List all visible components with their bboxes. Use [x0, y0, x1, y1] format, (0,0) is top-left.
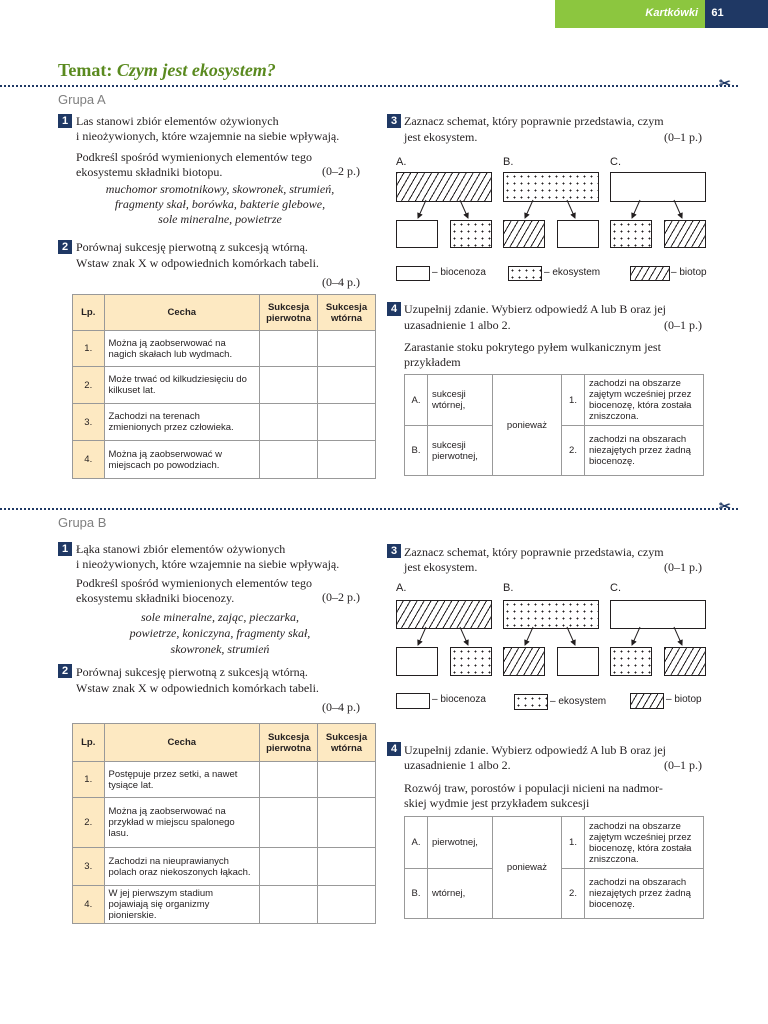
b-q2-points: (0–4 p.): [322, 700, 360, 714]
row-number: 3.: [73, 848, 105, 886]
row-text: Postępuje przez setki, a nawet tysiące lat.: [104, 762, 260, 798]
b-q3-points: (0–1 p.): [664, 560, 702, 574]
option-2-text[interactable]: zachodzi na obszarach niezajętych przez żadną biocenozę.: [585, 869, 704, 919]
a-q1-line2: i nieożywionych, które wzajemnie na siebie wpływają.: [76, 129, 340, 143]
legend-biocenoza-swatch: [396, 693, 430, 709]
scheme-b-label[interactable]: B.: [503, 582, 514, 594]
row-text: Można ją zaobserwować w miejscach po powodziach.: [104, 441, 260, 479]
header-lp: Lp.: [73, 295, 105, 331]
legend-biotop-swatch: [630, 693, 664, 709]
legend-biotop: – biotop: [671, 267, 707, 278]
legend-ekosystem: – ekosystem: [544, 267, 601, 278]
row-number: 2.: [73, 367, 105, 404]
question-number: 1: [58, 542, 72, 556]
title-prefix: Temat:: [58, 60, 113, 80]
option-1-number[interactable]: 1.: [562, 375, 585, 426]
b-q4-sentence2: skiej wydmie jest przykładem sukcesji: [404, 796, 590, 810]
option-b-text[interactable]: sukcesji pierwotnej,: [428, 426, 493, 476]
header-cecha: Cecha: [104, 724, 260, 762]
question-number: 3: [387, 114, 401, 128]
a-q2-line2: Wstaw znak X w odpowiednich komórkach tabeli.: [76, 256, 319, 270]
a-q1-line4: ekosystemu składniki biotopu.: [76, 165, 223, 179]
a-q1-line3: Podkreśl spośród wymienionych elementów tego: [76, 150, 312, 164]
option-a-letter[interactable]: A.: [405, 375, 428, 426]
a-q1-options-1[interactable]: muchomor sromotnikowy, skowronek, strumień,: [105, 182, 335, 196]
legend-ekosystem: – ekosystem: [550, 696, 607, 707]
b-q1-options-1[interactable]: sole mineralne, zając, pieczarka,: [141, 610, 299, 624]
scissors-icon: ✂: [719, 500, 731, 515]
scheme-c-label[interactable]: C.: [610, 156, 621, 168]
row-text: W jej pierwszym stadium pojawiają się organizmy pionierskie.: [104, 886, 260, 924]
option-b-text[interactable]: wtórnej,: [428, 869, 493, 919]
question-number: 3: [387, 544, 401, 558]
b-q1-options-3[interactable]: skowronek, strumień: [170, 642, 270, 656]
header-wtorna: Sukcesja wtórna: [318, 724, 376, 762]
page-number: 61: [711, 7, 724, 19]
b-q4-points: (0–1 p.): [664, 758, 702, 772]
header-pierwotna: Sukcesja pierwotna: [260, 295, 318, 331]
b-q2-line1: Porównaj sukcesję pierwotną z sukcesją wtórną.: [76, 665, 308, 679]
group-b-label: Grupa B: [58, 515, 107, 530]
because-label: ponieważ: [493, 375, 562, 476]
option-2-number[interactable]: 2.: [562, 426, 585, 476]
b-q1-line3: Podkreśl spośród wymienionych elementów tego: [76, 576, 312, 590]
option-1-text[interactable]: zachodzi na obszarze zajętym wcześniej przez biocenozę, która została zniszczona.: [585, 817, 704, 869]
row-number: 4.: [73, 886, 105, 924]
a-q1-options-2[interactable]: fragmenty skał, borówka, bakterie glebowe,: [114, 197, 326, 211]
section-title: Kartkówki: [645, 7, 698, 19]
a-q3-points: (0–1 p.): [664, 130, 702, 144]
option-1-text[interactable]: zachodzi na obszarze zajętym wcześniej przez biocenozę, która została zniszczona.: [585, 375, 704, 426]
row-number: 4.: [73, 441, 105, 479]
b-q4-line2: uzasadnienie 1 albo 2.: [404, 758, 511, 772]
b-answer-table: [404, 816, 704, 919]
a-q1-options-3[interactable]: sole mineralne, powietrze: [158, 212, 282, 226]
a-q1-points: (0–2 p.): [322, 164, 360, 178]
a-q2-points: (0–4 p.): [322, 275, 360, 289]
legend-ekosystem-swatch: [514, 694, 548, 710]
group-a-label: Grupa A: [58, 92, 106, 107]
scheme-c-label[interactable]: C.: [610, 582, 621, 594]
question-number: 2: [58, 240, 72, 254]
option-a-text[interactable]: pierwotnej,: [428, 817, 493, 869]
a-q4-line2: uzasadnienie 1 albo 2.: [404, 318, 511, 332]
b-q1-line4: ekosystemu składniki biocenozy.: [76, 591, 235, 605]
question-number: 2: [58, 664, 72, 678]
option-2-text[interactable]: zachodzi na obszarach niezajętych przez żadną biocenozę.: [585, 426, 704, 476]
question-number: 4: [387, 742, 401, 756]
title-topic: Czym jest ekosystem?: [116, 60, 276, 80]
a-q2-line1: Porównaj sukcesję pierwotną z sukcesją wtórną.: [76, 240, 308, 254]
b-q1-line1: Łąka stanowi zbiór elementów ożywionych: [76, 542, 286, 556]
row-text: Można ją zaobserwować na przykład w miejscu spalonego lasu.: [104, 798, 260, 848]
b-q3-line2: jest ekosystem.: [404, 560, 478, 574]
legend-biotop: – biotop: [666, 694, 702, 705]
header-lp: Lp.: [73, 724, 105, 762]
header-cecha: Cecha: [104, 295, 260, 331]
scissors-icon: ✂: [719, 77, 731, 92]
b-q1-line2: i nieożywionych, które wzajemnie na siebie wpływają.: [76, 557, 340, 571]
option-b-letter[interactable]: B.: [405, 869, 428, 919]
row-number: 1.: [73, 762, 105, 798]
a-q3-line2: jest ekosystem.: [404, 130, 478, 144]
a-q4-sentence2: przykładem: [404, 355, 461, 369]
legend-biocenoza: – biocenoza: [432, 267, 486, 278]
option-a-text[interactable]: sukcesji wtórnej,: [428, 375, 493, 426]
legend-biocenoza: – biocenoza: [432, 694, 486, 705]
row-number: 1.: [73, 331, 105, 367]
option-a-letter[interactable]: A.: [405, 817, 428, 869]
header-wtorna: Sukcesja wtórna: [318, 295, 376, 331]
b-q2-line2: Wstaw znak X w odpowiednich komórkach tabeli.: [76, 681, 319, 695]
row-text: Zachodzi na terenach zmienionych przez człowieka.: [104, 404, 260, 441]
scheme-a-label[interactable]: A.: [396, 582, 407, 594]
row-number: 3.: [73, 404, 105, 441]
a-q4-sentence1: Zarastanie stoku pokrytego pyłem wulkanicznym jest: [404, 340, 661, 354]
a-q4-line1: Uzupełnij zdanie. Wybierz odpowiedź A lub B oraz jej: [404, 302, 666, 316]
a-q4-points: (0–1 p.): [664, 318, 702, 332]
b-q1-options-2[interactable]: powietrze, koniczyna, fragmenty skał,: [129, 626, 311, 640]
scheme-b-label[interactable]: B.: [503, 156, 514, 168]
row-number: 2.: [73, 798, 105, 848]
row-text: Zachodzi na nieuprawianych polach oraz niekoszonych łąkach.: [104, 848, 260, 886]
question-number: 4: [387, 302, 401, 316]
row-text: Może trwać od kilkudziesięciu do kilkuset lat.: [104, 367, 260, 404]
option-b-letter[interactable]: B.: [405, 426, 428, 476]
question-number: 1: [58, 114, 72, 128]
row-text: Można ją zaobserwować na nagich skałach lub wydmach.: [104, 331, 260, 367]
b-q3-line1: Zaznacz schemat, który poprawnie przedstawia, czym: [404, 545, 664, 559]
a-q3-line1: Zaznacz schemat, który poprawnie przedstawia, czym: [404, 114, 664, 128]
b-q4-line1: Uzupełnij zdanie. Wybierz odpowiedź A lub B oraz jej: [404, 743, 666, 757]
header-pierwotna: Sukcesja pierwotna: [260, 724, 318, 762]
a-q1-line1: Las stanowi zbiór elementów ożywionych: [76, 114, 279, 128]
option-1-number[interactable]: 1.: [562, 817, 585, 869]
option-2-number[interactable]: 2.: [562, 869, 585, 919]
because-label: ponieważ: [493, 817, 562, 919]
b-q1-points: (0–2 p.): [322, 590, 360, 604]
b-q4-sentence1: Rozwój traw, porostów i populacji nicieni na nadmor-: [404, 781, 663, 795]
scheme-a-label[interactable]: A.: [396, 156, 407, 168]
